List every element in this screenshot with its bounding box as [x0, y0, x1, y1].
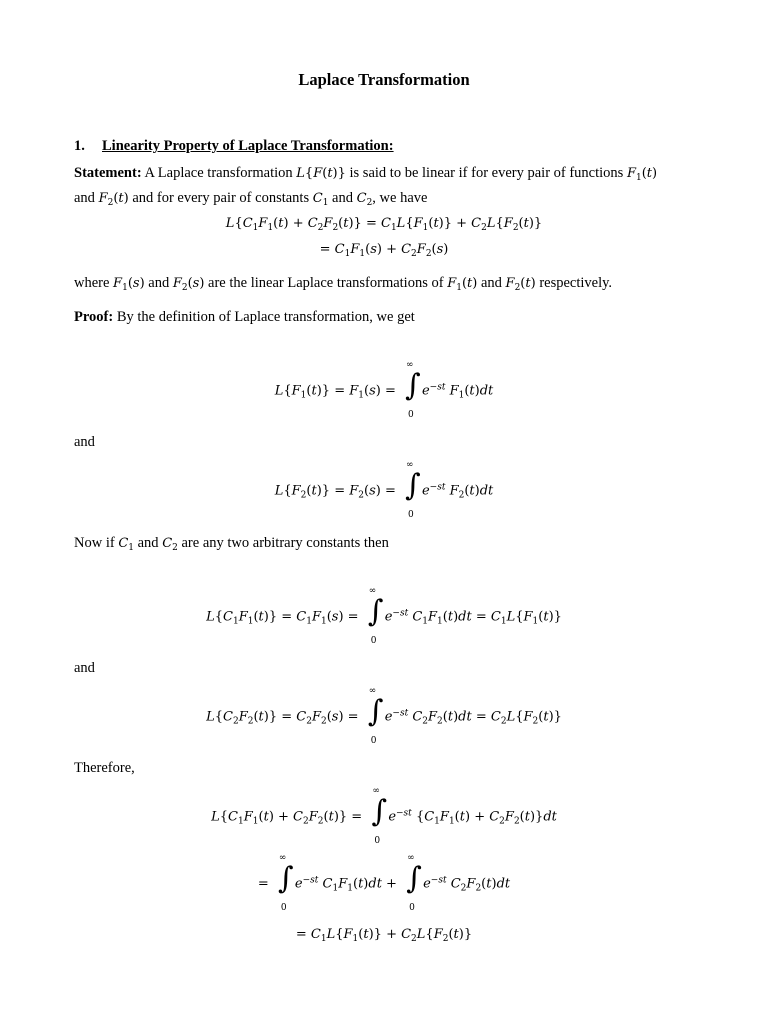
integral-sign: ∫ ∞ 0 — [367, 686, 384, 746]
equation-definition-f2: $L\{F_2(t)\} = F_2(s)$ = ∫ ∞ 0 $e^{-st}$ $F_2(t)dt$ — [274, 460, 494, 520]
text: and — [137, 535, 159, 551]
text: Now if — [74, 535, 115, 551]
text: are the linear Laplace transformations of — [208, 275, 444, 291]
equation-sum-split: = ∫ ∞ 0 $e^{-st}$ $C_1F_1(t)dt$ + ∫ ∞ 0 $e^{-st}$ $C_2F_2(t)dt$ — [257, 853, 511, 913]
statement-text-4: and for every pair of constants — [132, 190, 310, 206]
integral-sign: ∫ ∞ 0 — [406, 853, 422, 913]
now-line — [74, 535, 389, 552]
where-line — [74, 275, 612, 292]
math-expression: $F_1(t)$ — [447, 276, 478, 293]
equation-sum-result: = $C_1L\{F_1(t)\} + C_2L\{F_2(t)\}$ — [295, 927, 473, 944]
math-expression: $C_1$ — [118, 536, 134, 553]
math-expression: $F_2(t)$ — [98, 191, 129, 208]
statement-line-2 — [74, 190, 427, 207]
text: where — [74, 275, 110, 291]
math-expression: L{F(t)} — [296, 166, 346, 181]
equation-scaled-f1: $L\{C_1F_1(t)\} = C_1F_1(s)$ = ∫ ∞ 0 $e^{-st}$ $C_1F_1(t)dt = C_1L\{F_1(t)\}$ — [206, 586, 562, 646]
math-expression: $F_1(s)$ — [113, 276, 145, 293]
section-heading-text: Linearity Property of Laplace Transformation: — [102, 138, 394, 154]
math-expression: $F_1(t)$ — [626, 166, 658, 183]
proof-line — [74, 309, 415, 326]
text: respectively. — [539, 275, 613, 291]
equation-sum: $L\{C_1F_1(t) + C_2F_2(t)\}$ = ∫ ∞ 0 $e^{-st}$ $\{C_1F_1(t) + C_2F_2(t)\}dt$ — [211, 786, 557, 846]
text: and — [148, 275, 170, 291]
integral-sign: ∫ ∞ 0 — [371, 786, 387, 846]
equation-linearity-result: = $C_1F_1(s) + C_2F_2(s)$ — [319, 242, 449, 259]
math-expression: $F_2(s)$ — [172, 276, 205, 293]
proof-text: By the definition of Laplace transformation, we get — [116, 309, 415, 325]
math-expression: $F_2(t)$ — [505, 276, 536, 293]
statement-text-1: A Laplace transformation — [144, 165, 293, 181]
math-expression: $C_1$ — [312, 191, 329, 208]
statement-line-1 — [74, 165, 657, 182]
math-expression: $C_2$ — [356, 191, 373, 208]
section-heading — [74, 138, 394, 155]
integral-sign: ∫ ∞ 0 — [404, 360, 421, 420]
section-number: 1. — [74, 138, 85, 154]
proof-label: Proof: — [74, 309, 114, 325]
math-expression: $C_2$ — [162, 536, 178, 553]
therefore-text: Therefore, — [74, 760, 135, 776]
equation-scaled-f2: $L\{C_2F_2(t)\} = C_2F_2(s)$ = ∫ ∞ 0 $e^{-st}$ $C_2F_2(t)dt = C_2L\{F_2(t)\}$ — [206, 686, 562, 746]
and-text-2: and — [74, 660, 95, 676]
and-text-1: and — [74, 434, 95, 450]
statement-text-3: and — [74, 190, 95, 206]
integral-sign: ∫ ∞ 0 — [277, 853, 294, 913]
equation-linearity: $L\{C_1F_1(t) + C_2F_2(t)\} = C_1L\{F_1(t)\} + C_2L\{F_2(t)\}$ — [225, 216, 543, 233]
statement-text-6: , we have — [372, 190, 428, 206]
text: are any two arbitrary constants then — [181, 535, 389, 551]
equation-definition-f1: $L\{F_1(t)\} = F_1(s)$ = ∫ ∞ 0 $e^{-st}$ $F_1(t)dt$ — [274, 360, 494, 420]
statement-text-5: and — [332, 190, 353, 206]
integral-sign: ∫ ∞ 0 — [367, 586, 384, 646]
page-title: Laplace Transformation — [298, 70, 470, 89]
statement-text-2: is said to be linear if for every pair of functions — [349, 165, 624, 181]
statement-label: Statement: — [74, 165, 142, 181]
integral-sign: ∫ ∞ 0 — [404, 460, 421, 520]
text: and — [480, 275, 502, 291]
